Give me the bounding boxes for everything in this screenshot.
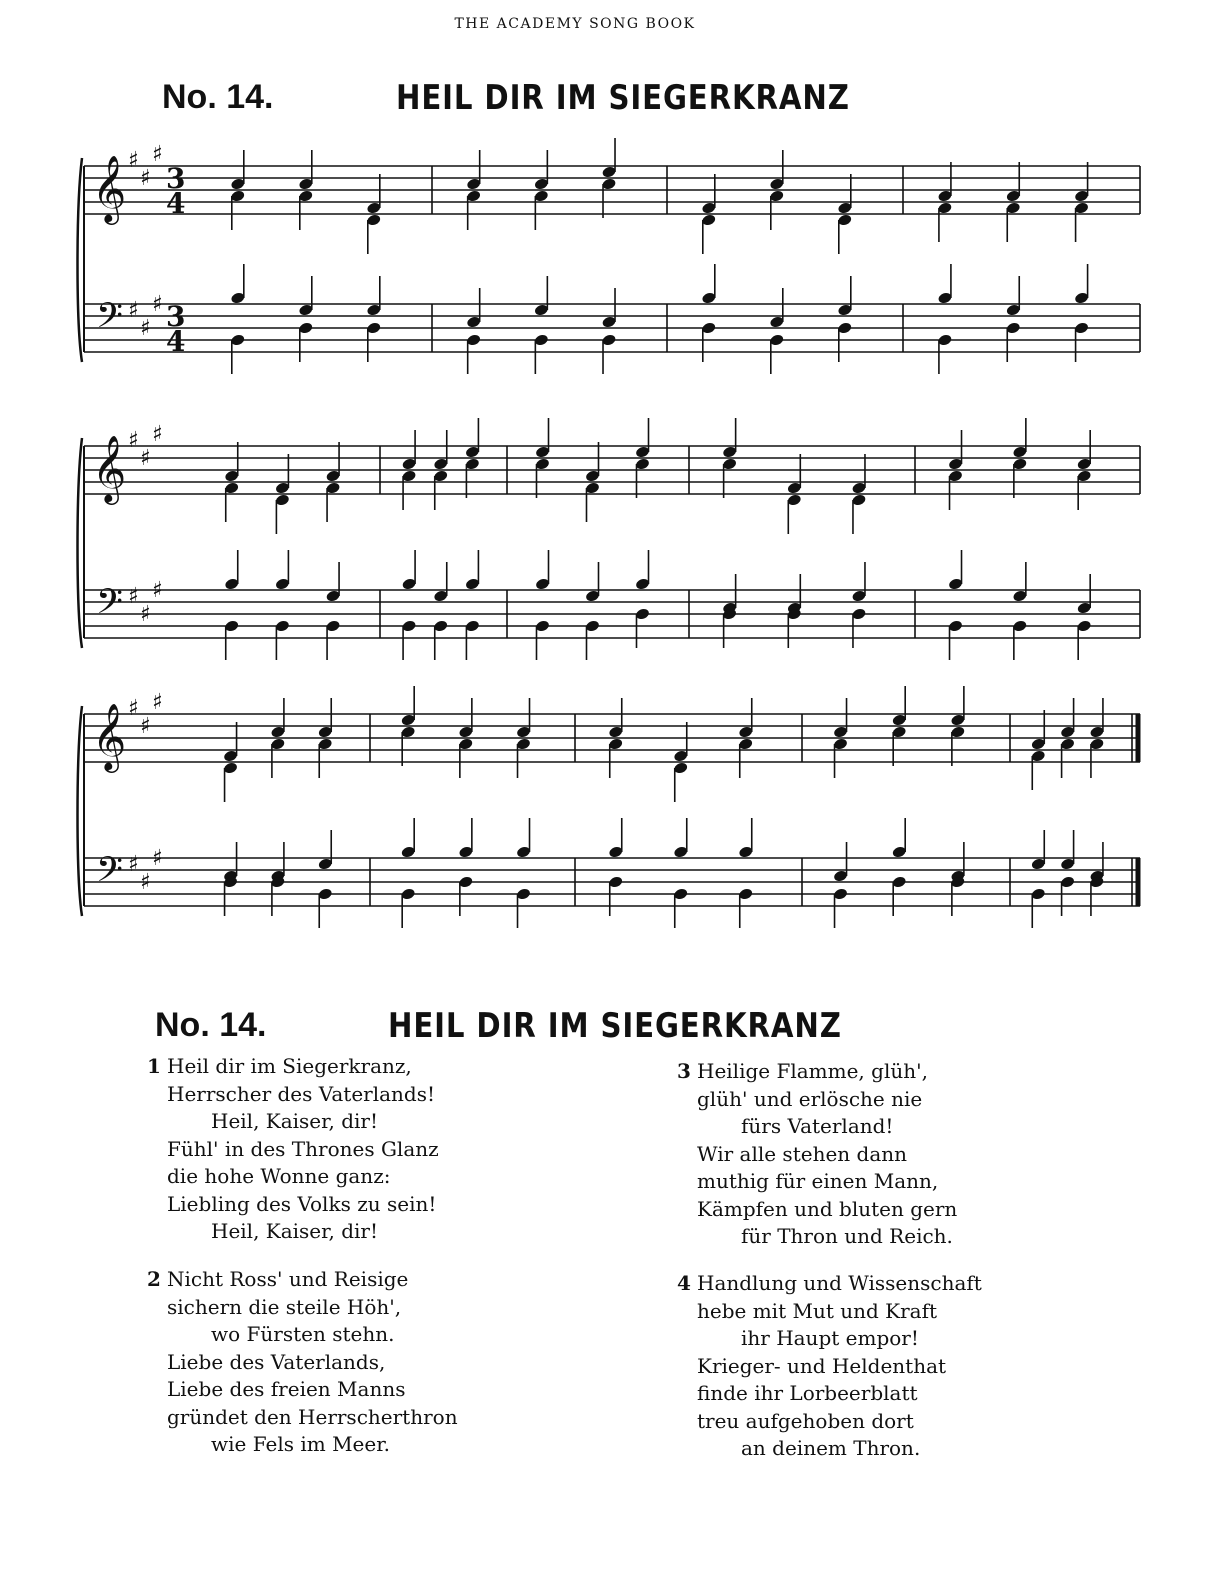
verse-line: die hohe Wonne ganz: [167,1164,391,1188]
sharp-icon: ♯ [140,166,151,191]
verse-line: treu aufgehoben dort [697,1408,914,1433]
brace-icon [78,438,83,648]
bass-clef-icon: 𝄢 [96,849,124,898]
sharp-icon: ♯ [152,292,163,317]
verse-number: 2 [147,1267,161,1291]
brace-icon [78,158,83,362]
verse-number: 4 [677,1271,691,1295]
time-signature-lower: 4 [166,187,186,220]
verse-line: Nicht Ross' und Reisige [167,1267,409,1291]
verse-line: Liebe des freien Manns [167,1377,406,1401]
song-title: HEIL DIR IM SIEGERKRANZ [396,78,850,118]
bass-clef-icon: 𝄢 [96,295,124,344]
verse-line: Heil, Kaiser, dir! [211,1109,379,1133]
verse-2 [147,1266,458,1459]
brace-icon [78,706,83,916]
verse-line: an deinem Thron. [741,1436,921,1460]
verse-line: Heil dir im Siegerkranz, [167,1054,412,1078]
verse-line: für Thron und Reich. [741,1224,953,1248]
sharp-icon: ♯ [152,422,163,447]
verse-line: wie Fels im Meer. [211,1432,390,1456]
sharp-icon: ♯ [128,584,139,609]
sharp-icon: ♯ [140,714,151,739]
lyrics-song-title: HEIL DIR IM SIEGERKRANZ [388,1006,842,1046]
sharp-icon: ♯ [152,846,163,871]
sharp-icon: ♯ [152,578,163,603]
verse-line: finde ihr Lorbeerblatt [697,1381,918,1405]
verse-line: ihr Haupt empor! [741,1326,919,1350]
lyrics-title [0,1006,1219,1056]
sharp-icon: ♯ [140,870,151,895]
verse-line: Liebe des Vaterlands, [167,1349,386,1374]
sharp-icon: ♯ [128,696,139,721]
verse-line: sichern die steile Höh', [167,1294,402,1319]
sharp-icon: ♯ [128,148,139,173]
verse-line: Krieger- und Heldenthat [697,1353,947,1378]
verse-line: Wir alle stehen dann [697,1141,908,1166]
verse-line: glüh' und erlösche nie [697,1086,923,1111]
sharp-icon: ♯ [140,316,151,341]
time-signature-upper: 3 [166,300,186,333]
time-signature-upper: 3 [166,162,186,195]
sharp-icon: ♯ [128,298,139,323]
verse-line: Heil, Kaiser, dir! [211,1219,379,1243]
verse-line: wo Fürsten stehn. [211,1322,395,1346]
verse-3 [677,1058,957,1251]
sharp-icon: ♯ [140,602,151,627]
sharp-icon: ♯ [152,142,163,167]
verse-line: gründet den Herrscherthron [167,1404,458,1429]
sharp-icon: ♯ [140,446,151,471]
verse-4 [677,1270,982,1463]
song-number: No. 14. [162,78,274,116]
treble-clef-icon: 𝄞 [92,434,127,502]
verse-line: Heilige Flamme, glüh', [697,1059,928,1083]
verse-line: Liebling des Volks zu sein! [167,1191,437,1216]
sharp-icon: ♯ [128,428,139,453]
treble-clef-icon: 𝄞 [92,702,127,770]
treble-clef-icon: 𝄞 [92,154,127,222]
sharp-icon: ♯ [128,852,139,877]
verse-number: 1 [147,1054,161,1078]
running-head: THE ACADEMY SONG BOOK [454,16,696,32]
verse-line: Herrscher des Vaterlands! [167,1081,436,1106]
sharp-icon: ♯ [152,690,163,715]
lyrics-song-number: No. 14. [155,1006,267,1044]
bass-clef-icon: 𝄢 [96,581,124,630]
verse-number: 3 [677,1059,691,1083]
verse-line: Kämpfen und bluten gern [697,1196,958,1221]
verse-line: Fühl' in des Thrones Glanz [167,1136,439,1161]
verse-1 [147,1053,439,1246]
verse-line: fürs Vaterland! [741,1114,894,1138]
verse-line: hebe mit Mut und Kraft [697,1298,938,1323]
verse-line: Handlung und Wissenschaft [697,1271,982,1295]
time-signature-lower: 4 [166,325,186,358]
verse-line: muthig für einen Mann, [697,1169,939,1193]
